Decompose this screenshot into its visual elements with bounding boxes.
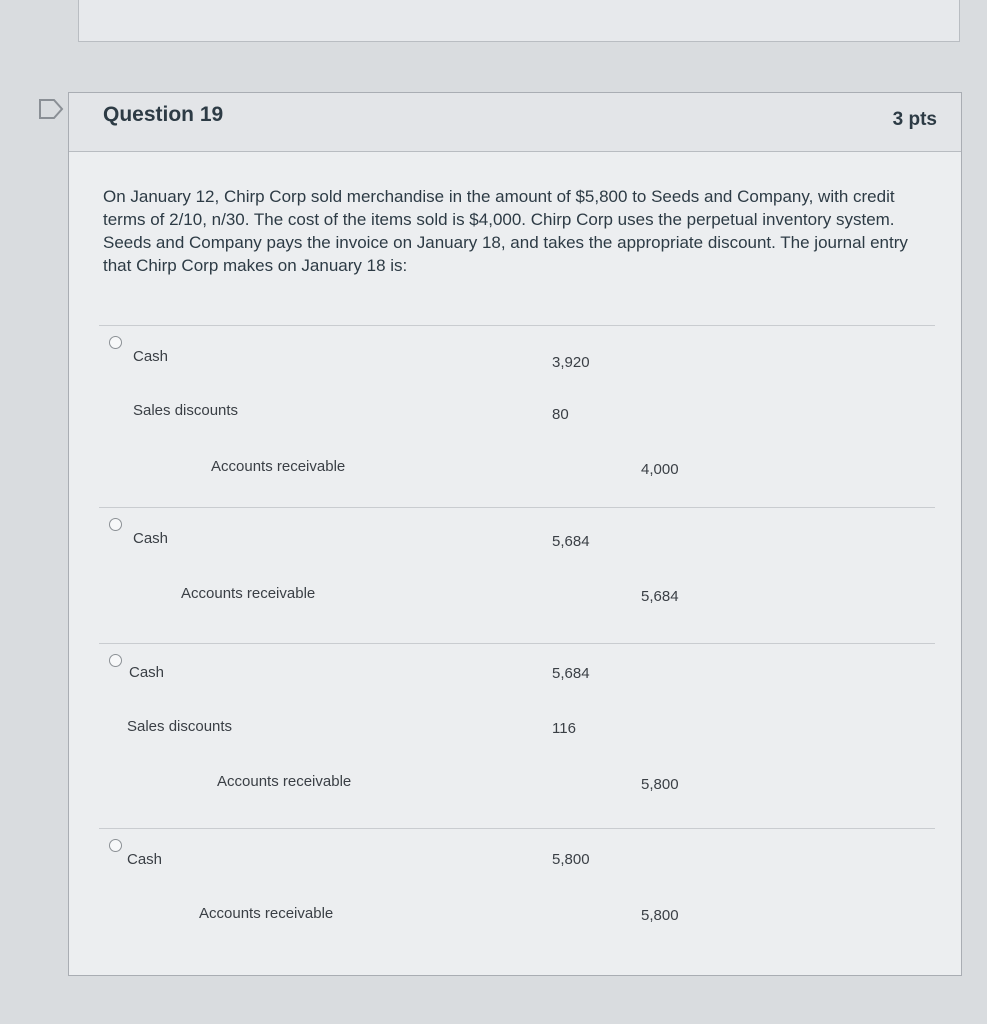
debit-amount: 3,920 (552, 354, 590, 371)
answer-radio-3[interactable] (109, 654, 122, 667)
question-points: 3 pts (892, 109, 937, 130)
account-sales-discounts: Sales discounts (127, 718, 233, 735)
answer-option-4[interactable] (99, 828, 935, 949)
account-cash: Cash (133, 530, 169, 547)
credit-amount: 5,800 (641, 776, 679, 793)
account-cash: Cash (127, 851, 163, 868)
answer-radio-2[interactable] (109, 518, 122, 531)
question-title: Question 19 (103, 103, 224, 126)
question-header (69, 93, 961, 152)
answer-option-1[interactable] (99, 325, 935, 507)
account-accounts-receivable: Accounts receivable (199, 905, 334, 922)
credit-amount: 4,000 (641, 461, 679, 478)
account-accounts-receivable: Accounts receivable (217, 773, 352, 790)
account-sales-discounts: Sales discounts (133, 402, 239, 419)
answer-radio-1[interactable] (109, 336, 122, 349)
flag-question-icon[interactable] (38, 98, 64, 120)
debit-amount: 116 (552, 720, 576, 737)
answer-radio-4[interactable] (109, 839, 122, 852)
account-accounts-receivable: Accounts receivable (181, 585, 316, 602)
debit-amount: 5,800 (552, 851, 590, 868)
debit-amount: 5,684 (552, 533, 590, 550)
answer-options (99, 325, 935, 949)
debit-amount: 80 (552, 406, 569, 423)
answer-option-2[interactable] (99, 507, 935, 643)
account-cash: Cash (129, 664, 165, 681)
question-card (68, 92, 962, 976)
debit-amount: 5,684 (552, 665, 590, 682)
credit-amount: 5,800 (641, 907, 679, 924)
account-accounts-receivable: Accounts receivable (211, 458, 346, 475)
account-cash: Cash (133, 348, 169, 365)
answer-option-3[interactable] (99, 643, 935, 828)
question-text: On January 12, Chirp Corp sold merchandise in the amount of $5,800 to Seeds and Company, with credit terms of 2/10, n/30. The cost of the items sold is $4,000. Chirp Corp uses the perpetual inventory system. Seeds and Company pays the invoice on January 18, and takes the appropriate discount. The journal entry that Chirp Corp makes on January 18 is: (103, 187, 908, 275)
previous-question-card (78, 0, 960, 42)
credit-amount: 5,684 (641, 588, 679, 605)
